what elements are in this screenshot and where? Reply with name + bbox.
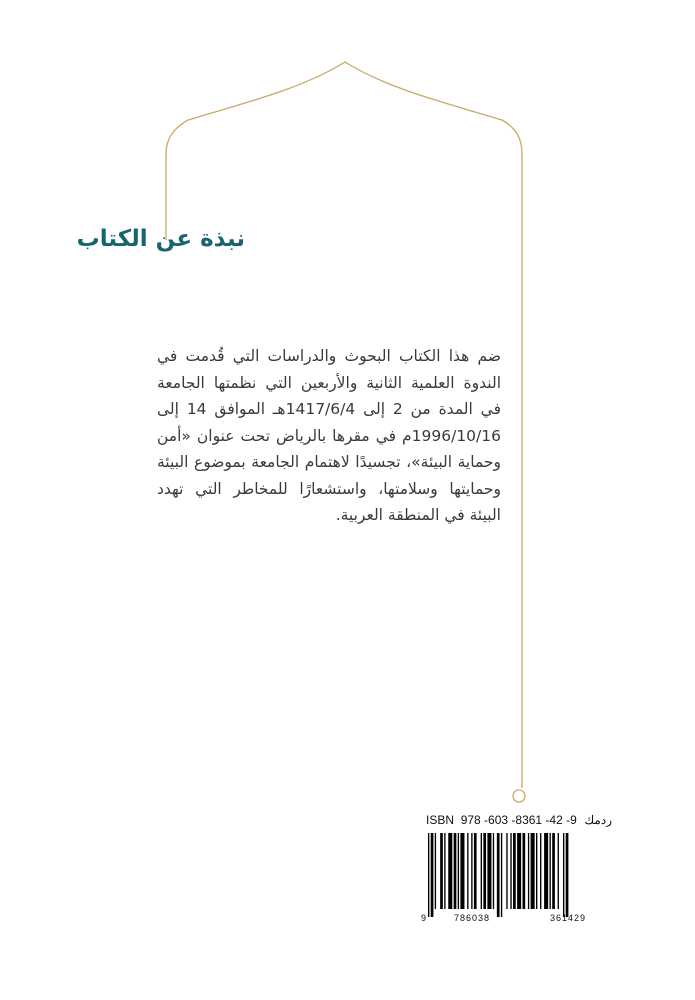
- barcode-bar: [431, 833, 434, 917]
- barcode-bar: [471, 833, 472, 909]
- barcode-bar: [481, 833, 482, 909]
- isbn-line: [426, 813, 612, 829]
- barcode-digit-left: 9: [421, 913, 427, 923]
- barcode-bar: [536, 833, 537, 909]
- barcode-bar: [458, 833, 459, 909]
- isbn-label-ar: ردمك: [584, 813, 612, 827]
- barcode-bar: [428, 833, 429, 917]
- barcode-bar: [558, 833, 559, 909]
- section-title: نبذة عن الكتاب: [76, 226, 245, 252]
- barcode-bar: [513, 833, 516, 909]
- barcode-bar: [552, 833, 555, 909]
- barcode-bar: [497, 833, 500, 917]
- barcode-bar: [540, 833, 541, 909]
- barcode-bar: [454, 833, 457, 909]
- isbn-barcode: [418, 833, 610, 925]
- barcode-bar: [460, 833, 464, 909]
- barcode-group-1: 786038: [453, 913, 491, 923]
- barcode-bar: [531, 833, 535, 909]
- book-description: ضم هذا الكتاب البحوث والدراسات التي قُدمت في الندوة العلمية الثانية والأربعين التي نظمتها الجامعة في المدة من 2 إلى 1417/6/4هـ الموافق 14 إلى 1996/10/16م في مقرها بالرياض تحت عنوان «أمن وحماية البيئة»، تجسيدًا لاهتمام الجامعة بموضوع البيئة وحمايتها وسلامتها، واستشعارًا للمخاطر التي تهدد البيئة في المنطقة العربية.: [157, 347, 501, 524]
- barcode-bar: [523, 833, 526, 909]
- barcode-bar: [435, 833, 436, 909]
- barcode-bar: [474, 833, 477, 909]
- barcode-bar: [467, 833, 468, 909]
- barcode-bar: [501, 833, 502, 917]
- barcode-bar: [550, 833, 551, 909]
- barcode-bar: [517, 833, 521, 909]
- barcode-group-2: 361429: [549, 913, 587, 923]
- barcode-bar: [493, 833, 494, 909]
- barcode-bar: [448, 833, 452, 909]
- barcode-bar: [528, 833, 529, 909]
- barcode-bar: [444, 833, 445, 909]
- isbn-label-en: ISBN 978 -603 -8361 -42 -9: [426, 813, 577, 827]
- barcode-bar: [510, 833, 511, 909]
- barcode-bar: [487, 833, 491, 909]
- barcode-bar: [483, 833, 486, 909]
- barcode-bar: [563, 833, 564, 917]
- barcode-bar: [566, 833, 569, 917]
- barcode-bar: [440, 833, 443, 909]
- isbn-number: 978 -603 -8361 -42 -9: [460, 813, 577, 827]
- barcode-bar: [544, 833, 548, 909]
- barcode-bar: [506, 833, 507, 909]
